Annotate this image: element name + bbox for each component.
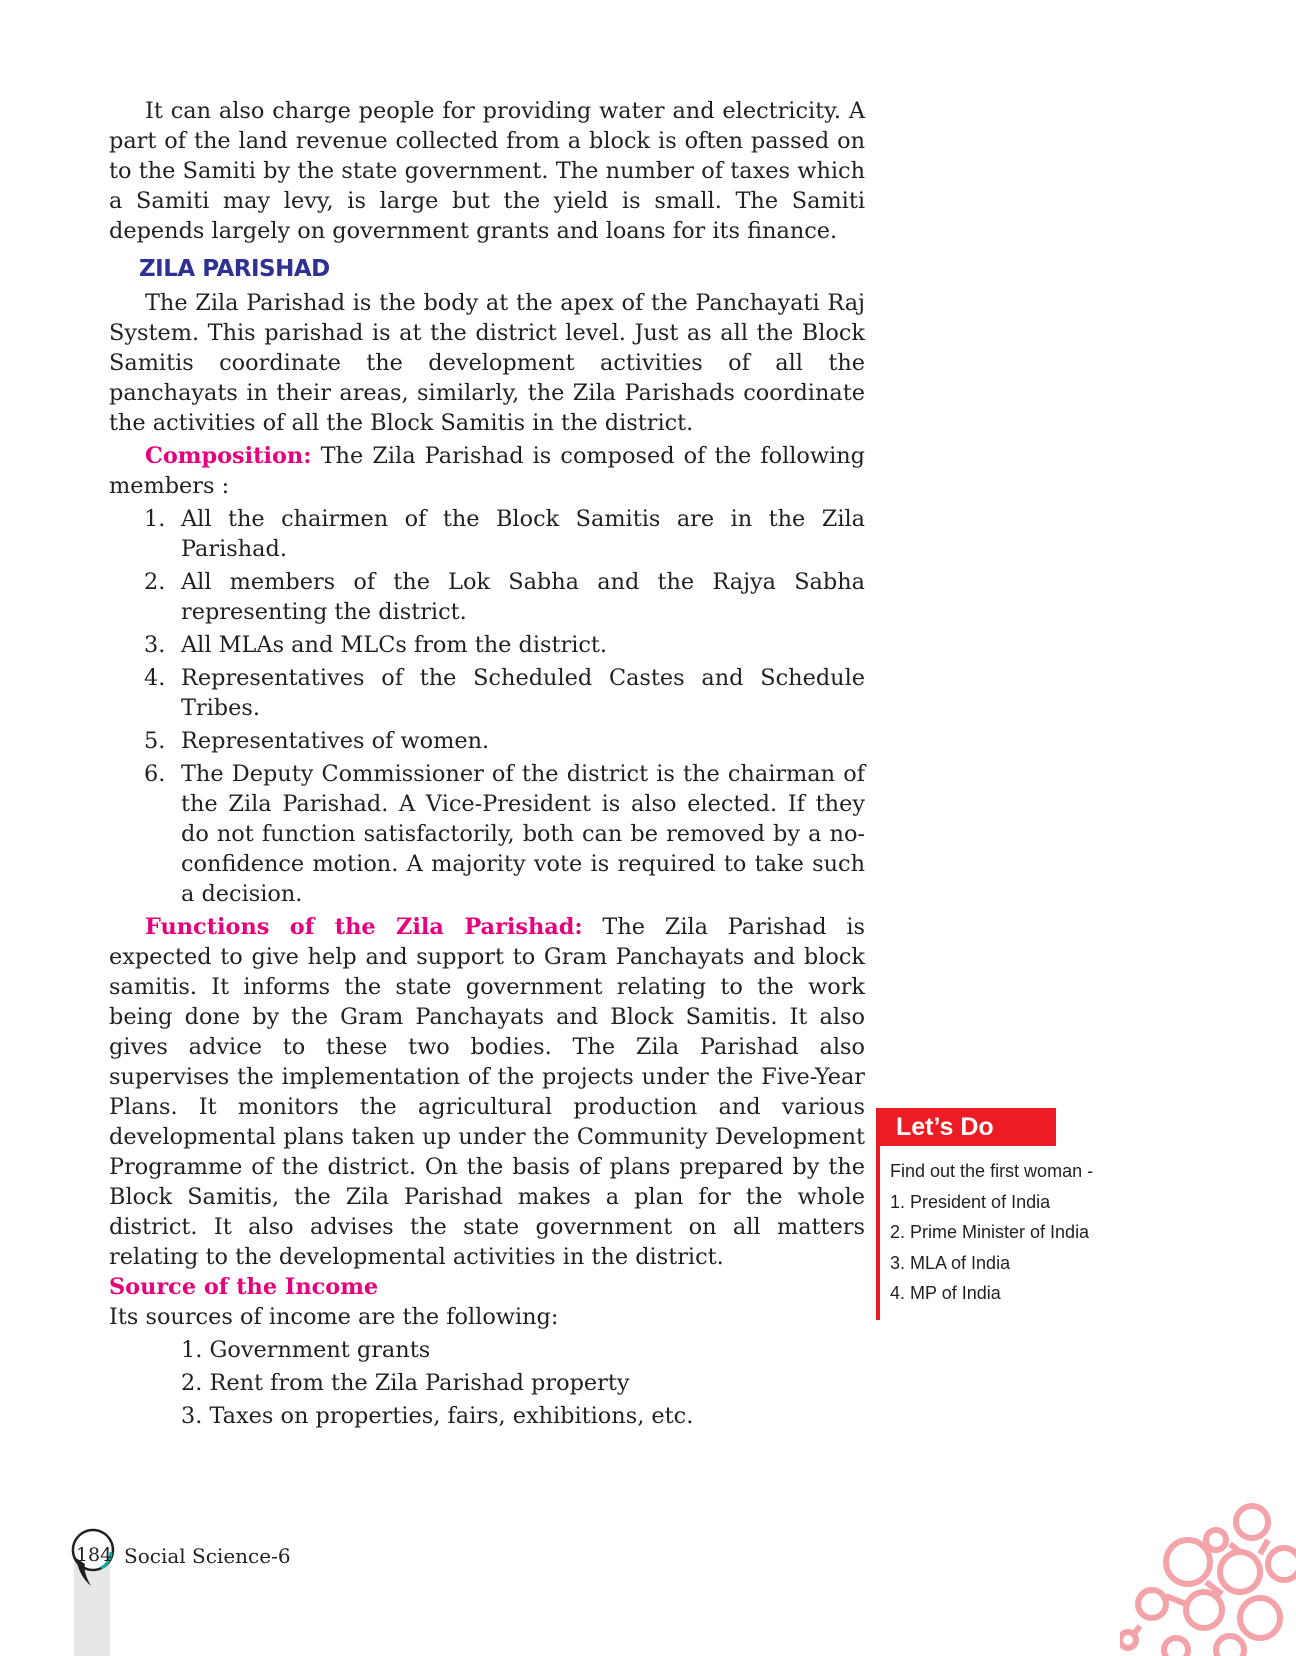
lets-do-line: Find out the first woman - bbox=[890, 1161, 1094, 1181]
list-item bbox=[109, 663, 865, 723]
composition-label: Composition: bbox=[145, 443, 312, 469]
composition-text: The Zila Parishad is composed of the following members : bbox=[109, 443, 865, 499]
list-item-number: 3. bbox=[144, 632, 166, 658]
list-item: 3. Taxes on properties, fairs, exhibitions, etc. bbox=[181, 1403, 694, 1429]
list-item: 2. Rent from the Zila Parishad property bbox=[181, 1370, 630, 1396]
list-item-text: All MLAs and MLCs from the district. bbox=[181, 632, 608, 658]
list-item bbox=[109, 726, 865, 756]
lets-do-line: 2. Prime Minister of India bbox=[890, 1222, 1090, 1242]
lets-do-line: 1. President of India bbox=[890, 1191, 1051, 1212]
book-title: Social Science-6 bbox=[124, 1544, 291, 1568]
list-item-text: Representatives of the Scheduled Castes and Schedule Tribes. bbox=[181, 665, 865, 721]
lets-do-line: 4. MP of India bbox=[890, 1283, 1001, 1303]
intro-paragraph: It can also charge people for providing water and electricity. A part of the land revenue collected from a block is often passed on to the Samiti by the state government. The number of taxes which a Samiti may levy, is large but the yield is small. The Samiti depends largely on government grants and loans for its finance. bbox=[109, 98, 865, 244]
list-item bbox=[109, 504, 865, 564]
list-item-number: 6. bbox=[144, 761, 166, 787]
income-intro: Its sources of income are the following: bbox=[109, 1304, 559, 1330]
list-item bbox=[109, 567, 865, 627]
lets-do-line: 3. MLA of India bbox=[890, 1252, 1011, 1273]
list-item-text: All the chairmen of the Block Samitis are in the Zila Parishad. bbox=[181, 506, 865, 562]
composition-paragraph bbox=[109, 441, 865, 501]
functions-label: Functions of the Zila Parishad: bbox=[145, 914, 583, 940]
lets-do-title: Let’s Do bbox=[880, 1108, 1056, 1146]
list-item-number: 1. bbox=[144, 506, 166, 532]
list-item-text: Representatives of women. bbox=[181, 728, 490, 754]
income-heading-text: Source of the Income bbox=[109, 1274, 379, 1300]
list-item-number: 2. bbox=[144, 569, 166, 595]
list-item: 1. Government grants bbox=[181, 1337, 431, 1363]
list-item-number: 5. bbox=[144, 728, 166, 754]
list-item-number: 4. bbox=[144, 665, 166, 691]
list-item bbox=[109, 759, 865, 909]
members-list bbox=[109, 504, 865, 909]
list-item bbox=[109, 630, 865, 660]
income-heading bbox=[109, 1272, 865, 1302]
functions-text: The Zila Parishad is expected to give help and support to Gram Panchayats and block samitis. It informs the state government relating to the work being done by the Gram Panchayats and Block Samitis. It also gives advice to these two bodies. The Zila Parishad also supervises the implementation of the projects under the Five-Year Plans. It monitors the agricultural production and various developmental plans taken up under the Community Development Programme of the district. On the basis of plans prepared by the Block Samitis, the Zila Parishad makes a plan for the whole district. It also advises the state government on all matters relating to the developmental activities in the district. bbox=[109, 914, 865, 1270]
zila-parishad-paragraph: The Zila Parishad is the body at the apex of the Panchayati Raj System. This parishad is at the district level. Just as all the Block Samitis coordinate the development activities of all the panchayats in their areas, similarly, the Zila Parishads coordinate the activities of all the Block Samitis in the district. bbox=[109, 290, 865, 436]
lets-do-box bbox=[876, 1108, 1100, 1320]
page-number: 184 bbox=[75, 1544, 113, 1566]
main-text-column bbox=[109, 96, 865, 1434]
list-item-text: All members of the Lok Sabha and the Rajya Sabha representing the district. bbox=[181, 569, 865, 625]
decorative-circles-icon bbox=[1120, 1500, 1296, 1656]
income-list bbox=[109, 1335, 865, 1431]
zila-parishad-heading: ZILA PARISHAD bbox=[139, 256, 330, 282]
functions-paragraph bbox=[109, 912, 865, 1272]
lets-do-body bbox=[890, 1156, 1093, 1309]
list-item-text: The Deputy Commissioner of the district is the chairman of the Zila Parishad. A Vice-President is also elected. If they do not function satisfactorily, both can be removed by a no-confidence motion. A majority vote is required to take such a decision. bbox=[181, 761, 865, 907]
